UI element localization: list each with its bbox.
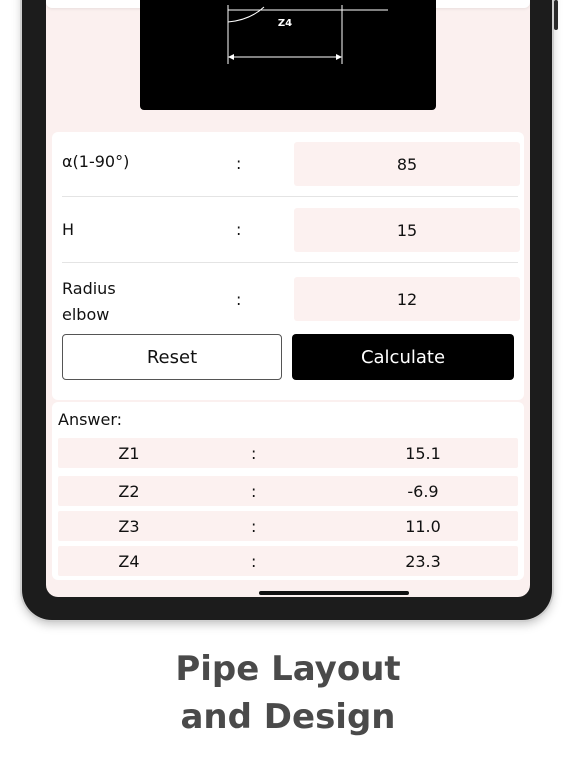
- separator: :: [251, 482, 257, 501]
- app-screen: [46, 0, 530, 597]
- input-row-h: [62, 198, 516, 262]
- answer-name: Z1: [118, 444, 140, 463]
- answer-row-z1: [58, 438, 518, 468]
- answer-value: 11.0: [405, 517, 441, 536]
- radius-label-line2: elbow: [62, 305, 110, 324]
- answer-title: Answer:: [58, 410, 123, 429]
- separator: :: [251, 517, 257, 536]
- answer-name: Z4: [118, 552, 140, 571]
- answer-name: Z3: [118, 517, 140, 536]
- reset-button[interactable]: Reset: [62, 334, 282, 380]
- input-row-radius: [62, 264, 516, 328]
- answer-name: Z2: [118, 482, 140, 501]
- side-button: [554, 0, 558, 30]
- radius-input[interactable]: 12: [294, 277, 520, 321]
- radius-label: [62, 276, 116, 328]
- alpha-label: α(1-90°): [62, 152, 130, 171]
- caption-line2: and Design: [180, 697, 396, 737]
- answer-row-z4: [58, 546, 518, 576]
- answer-value: 23.3: [405, 552, 441, 571]
- alpha-input[interactable]: 85: [294, 142, 520, 186]
- answer-value: -6.9: [407, 482, 439, 501]
- row-divider: [62, 262, 518, 263]
- row-divider: [62, 196, 518, 197]
- calculate-button[interactable]: Calculate: [292, 334, 514, 380]
- separator: :: [236, 220, 242, 239]
- input-row-alpha: [62, 132, 516, 196]
- answer-row-z2: [58, 476, 518, 506]
- radius-label-line1: Radius: [62, 279, 116, 298]
- h-input[interactable]: 15: [294, 208, 520, 252]
- separator: :: [236, 290, 242, 309]
- diagram-drawing: [140, 0, 436, 110]
- caption-line1: Pipe Layout: [175, 649, 401, 689]
- answer-row-z3: [58, 511, 518, 541]
- answer-card: [52, 402, 524, 580]
- separator: :: [251, 552, 257, 571]
- promo-caption: [0, 645, 576, 741]
- separator: :: [251, 444, 257, 463]
- pipe-diagram: [140, 0, 436, 110]
- answer-value: 15.1: [405, 444, 441, 463]
- dimension-label-z4: Z4: [277, 18, 293, 29]
- separator: :: [236, 154, 242, 173]
- h-label: H: [62, 220, 75, 239]
- home-indicator[interactable]: [259, 591, 409, 595]
